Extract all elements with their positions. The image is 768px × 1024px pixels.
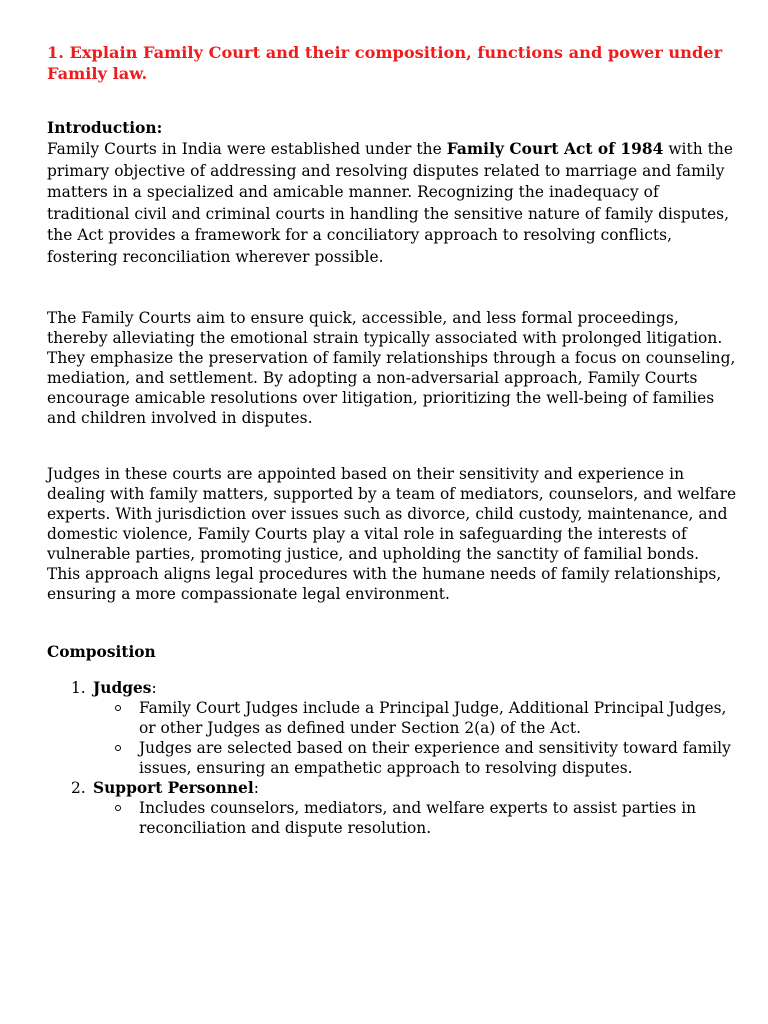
list-item-number: 1. [71, 679, 86, 697]
list-item [47, 678, 737, 698]
list-item-title: Judges [93, 679, 152, 697]
list-item [93, 698, 737, 738]
list-item-suffix: : [151, 679, 157, 697]
list-item-suffix: : [253, 779, 259, 797]
list-item [93, 738, 737, 778]
composition-heading: Composition [47, 643, 156, 661]
composition-list [47, 678, 737, 838]
act-name: Family Court Act of 1984 [446, 140, 664, 158]
introduction-paragraph-1 [47, 139, 737, 268]
question-heading: 1. Explain Family Court and their composition, functions and power under Family law. [47, 43, 723, 83]
introduction-heading: Introduction: [47, 119, 163, 137]
intro-p1-text-end: with the primary objective of addressing and resolving disputes related to marriage and family matters in a specialized and amicable manner. Recognizing the inadequacy of traditional civil and criminal courts in handling the sensitive nature of family disputes, the Act provides a framework for a conciliatory approach to resolving conflicts, fostering reconciliation wherever possible. [47, 140, 734, 266]
intro-p1-text-start: Family Courts in India were established under the [47, 140, 447, 158]
introduction-paragraph-2: The Family Courts aim to ensure quick, accessible, and less formal proceedings, thereby alleviating the emotional strain typically associated with prolonged litigation. They emphasize the preservation of family relationships through a focus on counseling, mediation, and settlement. By adopting a non-adversarial approach, Family Courts encourage amicable resolutions over litigation, prioritizing the well-being of families and children involved in disputes. [47, 309, 736, 427]
bullet-text: Includes counselors, mediators, and welfare experts to assist parties in reconciliation and dispute resolution. [139, 799, 697, 837]
hollow-bullet-icon [115, 705, 121, 711]
list-item [93, 798, 737, 838]
bullet-text: Judges are selected based on their experience and sensitivity toward family issues, ensuring an empathetic approach to resolving disputes. [139, 739, 731, 777]
introduction-paragraph-3: Judges in these courts are appointed based on their sensitivity and experience in dealing with family matters, supported by a team of mediators, counselors, and welfare experts. With jurisdiction over issues such as divorce, child custody, maintenance, and domestic violence, Family Courts play a vital role in safeguarding the interests of vulnerable parties, promoting justice, and upholding the sanctity of familial bonds. This approach aligns legal procedures with the humane needs of family relationships, ensuring a more compassionate legal environment. [47, 465, 737, 603]
list-item-title: Support Personnel [93, 779, 254, 797]
hollow-bullet-icon [115, 805, 121, 811]
list-item [47, 778, 737, 798]
bullet-text: Family Court Judges include a Principal Judge, Additional Principal Judges, or other Judges as defined under Section 2(a) of the Act. [139, 699, 727, 737]
list-item-number: 2. [71, 779, 86, 797]
hollow-bullet-icon [115, 745, 121, 751]
